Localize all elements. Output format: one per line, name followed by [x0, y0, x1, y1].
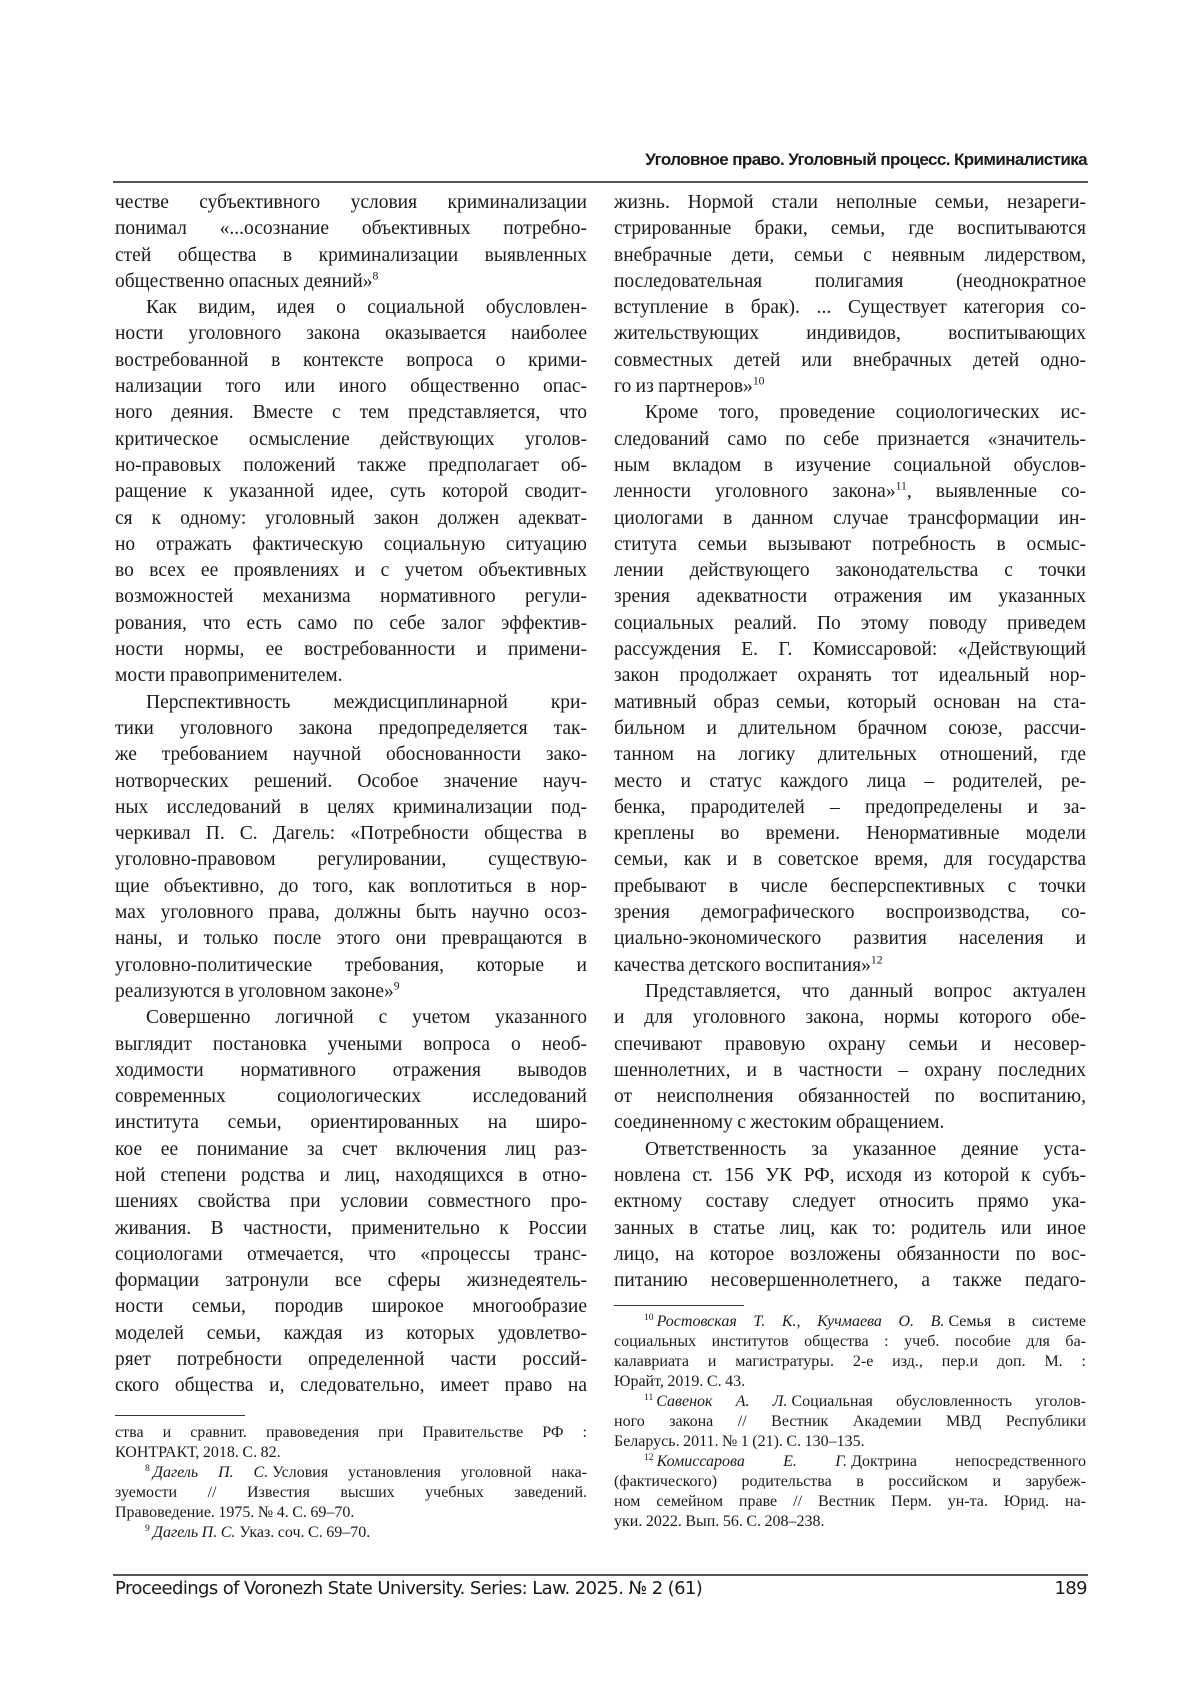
line-text: занных в статье лиц, как то: родитель или иное	[614, 1218, 1086, 1239]
text-line	[614, 1189, 1086, 1215]
text-line	[115, 1443, 587, 1463]
footnote-reference: 8	[373, 269, 379, 282]
left-column	[115, 0, 587, 1570]
text-line	[115, 1032, 587, 1058]
text-line	[614, 953, 1086, 979]
line-text: реализуются в уголовном законе»	[115, 981, 394, 1002]
text-line	[115, 374, 587, 400]
text-line	[614, 1412, 1086, 1432]
line-text: стрированные браки, семьи, где воспитываются	[614, 218, 1086, 239]
line-text: ности нормы, ее востребованности и примени-	[115, 639, 587, 660]
footnote-reference: 12	[871, 953, 883, 966]
line-text: рования, что есть само по себе залог эффектив-	[115, 613, 587, 634]
line-text: Как видим, идея о социальной обусловлен-	[146, 297, 587, 318]
line-text: общественно опасных деяний»	[115, 271, 373, 292]
text-line	[115, 1005, 587, 1031]
text-line	[614, 348, 1086, 374]
text-line	[115, 979, 587, 1005]
line-text: моделей семьи, каждая из которых удовлетво-	[115, 1323, 587, 1344]
footnote-number: 9	[145, 1523, 150, 1534]
line-text: уки. 2022. Вып. 56. С. 208–238.	[614, 1513, 825, 1530]
footnote-reference: 11	[896, 480, 907, 493]
text-line	[115, 348, 587, 374]
line-text: зрения адекватности отражения им указанных	[614, 586, 1086, 607]
line-text: качества детского воспитания»	[614, 955, 871, 976]
line-text: лении действующего законодательства с точки	[614, 560, 1086, 581]
footnote-reference: 10	[753, 375, 765, 388]
text-line	[115, 1483, 587, 1503]
running-header: Уголовное право. Уголовный процесс. Криминалистика	[115, 150, 1087, 170]
line-text: но отражать фактическую социальную ситуацию	[115, 534, 587, 555]
text-line	[614, 716, 1086, 742]
line-text: ектному составу следует относить прямо ука-	[614, 1191, 1086, 1212]
line-text: новлена ст. 156 УК РФ, исходя из которой к субъ-	[614, 1165, 1086, 1186]
line-text: бильном и длительном брачном союзе, рассчи-	[614, 718, 1086, 739]
text-line	[115, 742, 587, 768]
line-text: ной степени родства и лиц, находящихся в отно-	[115, 1165, 587, 1186]
text-line	[115, 321, 587, 347]
text-line	[614, 1472, 1086, 1492]
line-text: критическое осмысление действующих уголов-	[115, 429, 587, 450]
line-text: зуемости // Известия высших учебных заведений.	[115, 1484, 587, 1501]
line-text: Перспективность междисциплинарной кри-	[146, 692, 587, 713]
text-line	[115, 479, 587, 505]
line-text: социальных реалий. По этому поводу приведем	[614, 613, 1086, 634]
text-line	[115, 532, 587, 558]
text-line	[614, 690, 1086, 716]
text-line	[115, 1084, 587, 1110]
text-line	[614, 295, 1086, 321]
line-text: нотворческих решений. Особое значение науч-	[115, 771, 587, 792]
text-line	[614, 979, 1086, 1005]
line-text: бенка, прародителей – предопределены и за-	[614, 797, 1086, 818]
line-text: питанию несовершеннолетнего, а также педаго-	[614, 1270, 1086, 1291]
line-text: соединенному с жестоким обращением.	[614, 1112, 944, 1133]
text-line	[115, 1503, 587, 1523]
line-text: Семья в системе	[948, 1313, 1086, 1330]
line-text: щие объективно, до того, как воплотиться в нор-	[115, 876, 587, 897]
line-text: формации затронули все сферы жизнедеятель-	[115, 1270, 587, 1291]
text-line	[115, 953, 587, 979]
text-line	[614, 874, 1086, 900]
text-line	[614, 216, 1086, 242]
text-line	[115, 558, 587, 584]
text-line	[115, 1268, 587, 1294]
text-line	[614, 821, 1086, 847]
page-number: 189	[1054, 1578, 1087, 1599]
text-line	[614, 506, 1086, 532]
line-text: ного деяния. Вместе с тем представляется, что	[115, 402, 587, 423]
line-text: ности уголовного закона оказывается наиболее	[115, 323, 587, 344]
text-line	[614, 1005, 1086, 1031]
footnote-author: Дагель П. С.	[153, 1524, 236, 1541]
footnote-author: Савенок А. Л.	[656, 1393, 787, 1410]
left-footnotes	[115, 1423, 587, 1543]
text-line	[115, 584, 587, 610]
line-text: ных исследований в целях криминализации под-	[115, 797, 587, 818]
line-text: мативный образ семьи, который основан на ста-	[614, 692, 1086, 713]
line-text: ленности уголовного закона»	[614, 481, 896, 502]
line-text: ского общества и, следовательно, имеет право на	[115, 1375, 587, 1396]
line-text: же требованием научной обоснованности зако-	[115, 744, 587, 765]
text-line	[614, 1084, 1086, 1110]
text-line	[115, 690, 587, 716]
line-text: института семьи, ориентированных на широ-	[115, 1112, 587, 1133]
text-line	[115, 637, 587, 663]
text-line	[614, 1058, 1086, 1084]
text-line	[614, 1137, 1086, 1163]
line-text: Совершенно логичной с учетом указанного	[146, 1007, 587, 1028]
text-line	[115, 400, 587, 426]
text-line	[115, 1058, 587, 1084]
text-line	[614, 1432, 1086, 1452]
text-line	[115, 611, 587, 637]
text-line	[614, 558, 1086, 584]
page-footer	[115, 1578, 1087, 1599]
text-line	[614, 742, 1086, 768]
line-text: уголовно-политические требования, которые и	[115, 955, 587, 976]
right-column	[614, 0, 1086, 1570]
text-line	[115, 1242, 587, 1268]
footnote-divider	[614, 1305, 744, 1306]
line-text: возможностей механизма нормативного регули-	[115, 586, 587, 607]
line-text: Социальная обусловленность уголов-	[792, 1393, 1087, 1410]
line-text: ства и сравнит. правоведения при Правительстве РФ :	[115, 1424, 587, 1441]
line-text: последовательная полигамия (неоднократное	[614, 271, 1086, 292]
text-line	[614, 1268, 1086, 1294]
text-line	[115, 900, 587, 926]
text-line	[614, 1352, 1086, 1372]
line-text: но-правовых положений также предполагает об-	[115, 455, 587, 476]
line-text: циологами в данном случае трансформации ин-	[614, 508, 1086, 529]
line-text: черкивал П. С. Дагель: «Потребности общества в	[115, 823, 587, 844]
line-text: Кроме того, проведение социологических ис-	[645, 402, 1086, 423]
text-line	[115, 1347, 587, 1373]
text-line	[115, 1110, 587, 1136]
line-text: уголовно-правовом регулировании, существую-	[115, 849, 587, 870]
text-line	[115, 1294, 587, 1320]
line-text: стей общества в криминализации выявленных	[115, 245, 587, 266]
text-line	[614, 1512, 1086, 1532]
line-text: востребованной в контексте вопроса о крими-	[115, 350, 587, 371]
text-line	[614, 190, 1086, 216]
text-line	[115, 243, 587, 269]
line-text: закон продолжает охранять тот идеальный нор-	[614, 665, 1086, 686]
line-text: пребывают в числе бесперспективных с точки	[614, 876, 1086, 897]
line-text: Юрайт, 2019. С. 43.	[614, 1373, 745, 1390]
text-line	[614, 1032, 1086, 1058]
text-line	[614, 1163, 1086, 1189]
text-line	[115, 1373, 587, 1399]
footer-rule	[113, 1574, 1088, 1576]
text-line	[115, 269, 587, 295]
text-line	[614, 926, 1086, 952]
left-body-text	[115, 190, 587, 1400]
text-line	[115, 874, 587, 900]
footnote-author: Ростовская Т. К., Кучмаева О. В.	[657, 1313, 945, 1330]
line-text: Правоведение. 1975. № 4. С. 69–70.	[115, 1504, 354, 1521]
line-text: наны, и только после этого они превращаются в	[115, 928, 587, 949]
line-text: выглядит постановка учеными вопроса о необ-	[115, 1034, 587, 1055]
footnote-number: 12	[644, 1452, 654, 1463]
text-line	[115, 1423, 587, 1443]
text-line	[115, 295, 587, 321]
footnote-number: 10	[644, 1312, 654, 1323]
journal-citation: Proceedings of Voronezh State University. Series: Law. 2025. № 2 (61)	[115, 1578, 702, 1599]
footnote-number: 11	[644, 1392, 653, 1403]
line-text: ным вкладом в изучение социальной обуслов-	[614, 455, 1086, 476]
line-text: во всех ее проявлениях и с учетом объективных	[115, 560, 587, 581]
text-line	[614, 637, 1086, 663]
line-text: КОНТРАКТ, 2018. С. 82.	[115, 1444, 281, 1461]
line-text: мах уголовного права, должны быть научно осоз-	[115, 902, 587, 923]
text-line	[614, 1452, 1086, 1472]
text-line	[115, 190, 587, 216]
text-line	[614, 795, 1086, 821]
right-body-text	[614, 190, 1086, 1294]
text-line	[614, 1492, 1086, 1512]
line-text: го из партнеров»	[614, 376, 753, 397]
line-text: ности семьи, породив широкое многообразие	[115, 1296, 587, 1317]
line-text: мости правоприменителем.	[115, 665, 343, 686]
line-text: калавриата и магистратуры. 2-е изд., пер.и доп. М. :	[614, 1353, 1086, 1370]
line-text: Условия установления уголовной нака-	[272, 1464, 587, 1481]
text-line	[614, 427, 1086, 453]
text-line	[115, 795, 587, 821]
text-line	[115, 453, 587, 479]
text-line	[115, 847, 587, 873]
text-line	[614, 1312, 1086, 1332]
line-text: шеннолетних, и в частности – охрану последних	[614, 1060, 1086, 1081]
footnote-author: Комиссарова Е. Г.	[657, 1453, 848, 1470]
right-footnotes	[614, 1312, 1086, 1532]
line-text: жизнь. Нормой стали неполные семьи, незареги-	[614, 192, 1086, 213]
text-line	[115, 1321, 587, 1347]
line-text: понимал «...осознание объективных потребно-	[115, 218, 587, 239]
line-text: Указ. соч. С. 69–70.	[239, 1524, 370, 1541]
line-text: совместных детей или внебрачных детей одно-	[614, 350, 1086, 371]
line-text: циально-экономического развития населения и	[614, 928, 1086, 949]
text-line	[614, 663, 1086, 689]
line-text: честве субъективного условия криминализации	[115, 192, 587, 213]
text-line	[115, 663, 587, 689]
line-text: ряет потребности определенной части россий-	[115, 1349, 587, 1370]
line-text: следований само по себе признается «значитель-	[614, 429, 1086, 450]
text-line	[115, 821, 587, 847]
line-text: шениях свойства при условии совместного про-	[115, 1191, 587, 1212]
text-line	[614, 1332, 1086, 1352]
text-line	[115, 427, 587, 453]
line-text: лицо, на которое возложены обязанности по вос-	[614, 1244, 1086, 1265]
footnote-author: Дагель П. С.	[153, 1464, 268, 1481]
line-text: спечивают правовую охрану семьи и несовер-	[614, 1034, 1086, 1055]
text-line	[115, 1216, 587, 1242]
text-line	[614, 479, 1086, 505]
line-text: социальных институтов общества : учеб. пособие для ба-	[614, 1333, 1086, 1350]
line-text: место и статус каждого лица – родителей, ре-	[614, 771, 1086, 792]
text-line	[614, 374, 1086, 400]
text-line	[115, 1523, 587, 1543]
line-text: креплены во времени. Ненормативные модели	[614, 823, 1086, 844]
text-line	[614, 1216, 1086, 1242]
text-line	[614, 243, 1086, 269]
line-text: семьи, как и в советское время, для государства	[614, 849, 1086, 870]
footnote-number: 8	[145, 1463, 150, 1474]
line-text: Доктрина непосредственного	[851, 1453, 1086, 1470]
text-line	[115, 769, 587, 795]
line-text: Представляется, что данный вопрос актуален	[645, 981, 1086, 1002]
line-text: нализации того или иного общественно опас-	[115, 376, 587, 397]
line-text: Ответственность за указанное деяние уста-	[645, 1139, 1086, 1160]
line-text: современных социологических исследований	[115, 1086, 587, 1107]
text-line	[614, 321, 1086, 347]
text-line	[614, 1372, 1086, 1392]
line-text: ся к одному: уголовный закон должен адекват-	[115, 508, 587, 529]
line-text: ном семейном праве // Вестник Перм. ун-та. Юрид. на-	[614, 1493, 1086, 1510]
line-text: от неисполнения обязанностей по воспитанию,	[614, 1086, 1086, 1107]
footnote-reference: 9	[394, 979, 400, 992]
line-text: ходимости нормативного отражения выводов	[115, 1060, 587, 1081]
text-line	[115, 926, 587, 952]
text-line	[614, 1242, 1086, 1268]
line-text: живания. В частности, применительно к России	[115, 1218, 587, 1239]
text-line	[115, 1163, 587, 1189]
line-text: , выявленные со-	[907, 481, 1086, 502]
text-line	[614, 584, 1086, 610]
line-text: вступление в брак). ... Существует категория со-	[614, 297, 1086, 318]
text-line	[614, 900, 1086, 926]
line-text: Беларусь. 2011. № 1 (21). С. 130–135.	[614, 1433, 865, 1450]
line-text: тики уголовного закона предопределяется так-	[115, 718, 587, 739]
text-line	[614, 1110, 1086, 1136]
line-text: ститута семьи вызывают потребность в осмыс-	[614, 534, 1086, 555]
text-line	[115, 1463, 587, 1483]
line-text: внебрачные дети, семьи с неявным лидерством,	[614, 245, 1086, 266]
text-line	[614, 532, 1086, 558]
text-line	[614, 269, 1086, 295]
line-text: (фактического) родительства в российском и зарубеж-	[614, 1473, 1086, 1490]
text-line	[614, 453, 1086, 479]
text-line	[115, 716, 587, 742]
text-line	[614, 847, 1086, 873]
line-text: зрения демографического воспроизводства, со-	[614, 902, 1086, 923]
text-line	[115, 1189, 587, 1215]
text-line	[614, 400, 1086, 426]
line-text: социологами отмечается, что «процессы транс-	[115, 1244, 587, 1265]
text-line	[115, 506, 587, 532]
text-line	[614, 611, 1086, 637]
text-line	[614, 1392, 1086, 1412]
line-text: рассуждения Е. Г. Комиссаровой: «Действующий	[614, 639, 1086, 660]
text-line	[115, 216, 587, 242]
footnote-divider	[115, 1415, 245, 1416]
line-text: кое ее понимание за счет включения лиц раз-	[115, 1139, 587, 1160]
text-line	[115, 1137, 587, 1163]
line-text: и для уголовного закона, нормы которого обе-	[614, 1007, 1086, 1028]
line-text: жительствующих индивидов, воспитывающих	[614, 323, 1086, 344]
line-text: ращение к указанной идее, суть которой сводит-	[115, 481, 587, 502]
line-text: танном на логику длительных отношений, где	[614, 744, 1086, 765]
line-text: ного закона // Вестник Академии МВД Республики	[614, 1413, 1086, 1430]
text-line	[614, 769, 1086, 795]
